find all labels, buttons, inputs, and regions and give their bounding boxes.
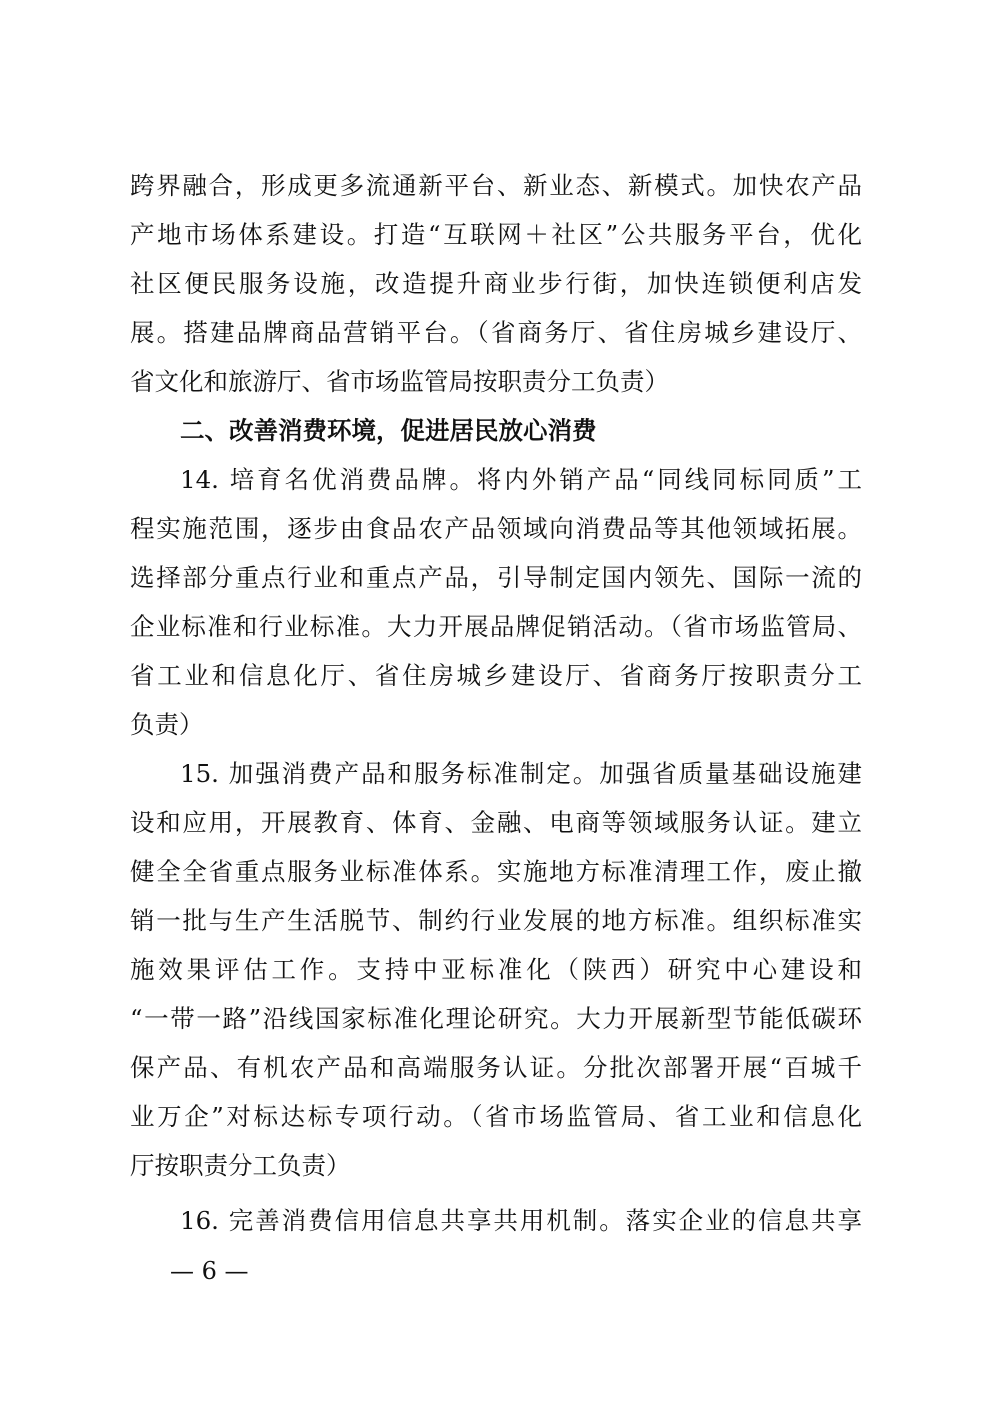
text-line: 社区便民服务设施，改造提升商业步行街，加快连锁便利店发 (130, 269, 862, 298)
text-line: 销一批与生产生活脱节、制约行业发展的地方标准。组织标准实 (130, 906, 862, 935)
text-line: 保产品、有机农产品和高端服务认证。分批次部署开展“百城千 (130, 1053, 862, 1082)
page-number: — 6 — (170, 1257, 249, 1285)
text-line: 业万企”对标达标专项行动。（省市场监管局、省工业和信息化 (130, 1102, 862, 1131)
text-line: 省工业和信息化厅、省住房城乡建设厅、省商务厅按职责分工 (130, 661, 862, 690)
text-line: 健全全省重点服务业标准体系。实施地方标准清理工作，废止撤 (130, 857, 862, 886)
text-line: 产地市场体系建设。打造“互联网＋社区”公共服务平台，优化 (130, 220, 862, 249)
text-line: 选择部分重点行业和重点产品，引导制定国内领先、国际一流的 (130, 563, 862, 592)
text-line: “一带一路”沿线国家标准化理论研究。大力开展新型节能低碳环 (130, 1004, 862, 1033)
text-line: 跨界融合，形成更多流通新平台、新业态、新模式。加快农产品 (130, 171, 862, 200)
text-line: 程实施范围，逐步由食品农产品领域向消费品等其他领域拓展。 (130, 514, 862, 543)
text-line: 省文化和旅游厅、省市场监管局按职责分工负责） (130, 367, 669, 396)
text-line: 16. 完善消费信用信息共享共用机制。落实企业的信息共享 (180, 1206, 862, 1235)
text-line: 展。搭建品牌商品营销平台。（省商务厅、省住房城乡建设厅、 (130, 318, 862, 347)
text-line: 厅按职责分工负责） (130, 1151, 351, 1180)
section-heading: 二、改善消费环境，促进居民放心消费 (180, 416, 597, 445)
text-line: 施效果评估工作。支持中亚标准化（陕西）研究中心建设和 (130, 955, 862, 984)
text-line: 企业标准和行业标准。大力开展品牌促销活动。（省市场监管局、 (130, 612, 862, 641)
text-line: 15. 加强消费产品和服务标准制定。加强省质量基础设施建 (180, 759, 862, 788)
text-line: 设和应用，开展教育、体育、金融、电商等领域服务认证。建立 (130, 808, 862, 837)
text-line: 负责） (130, 710, 204, 739)
text-line: 14. 培育名优消费品牌。将内外销产品“同线同标同质”工 (180, 465, 862, 494)
